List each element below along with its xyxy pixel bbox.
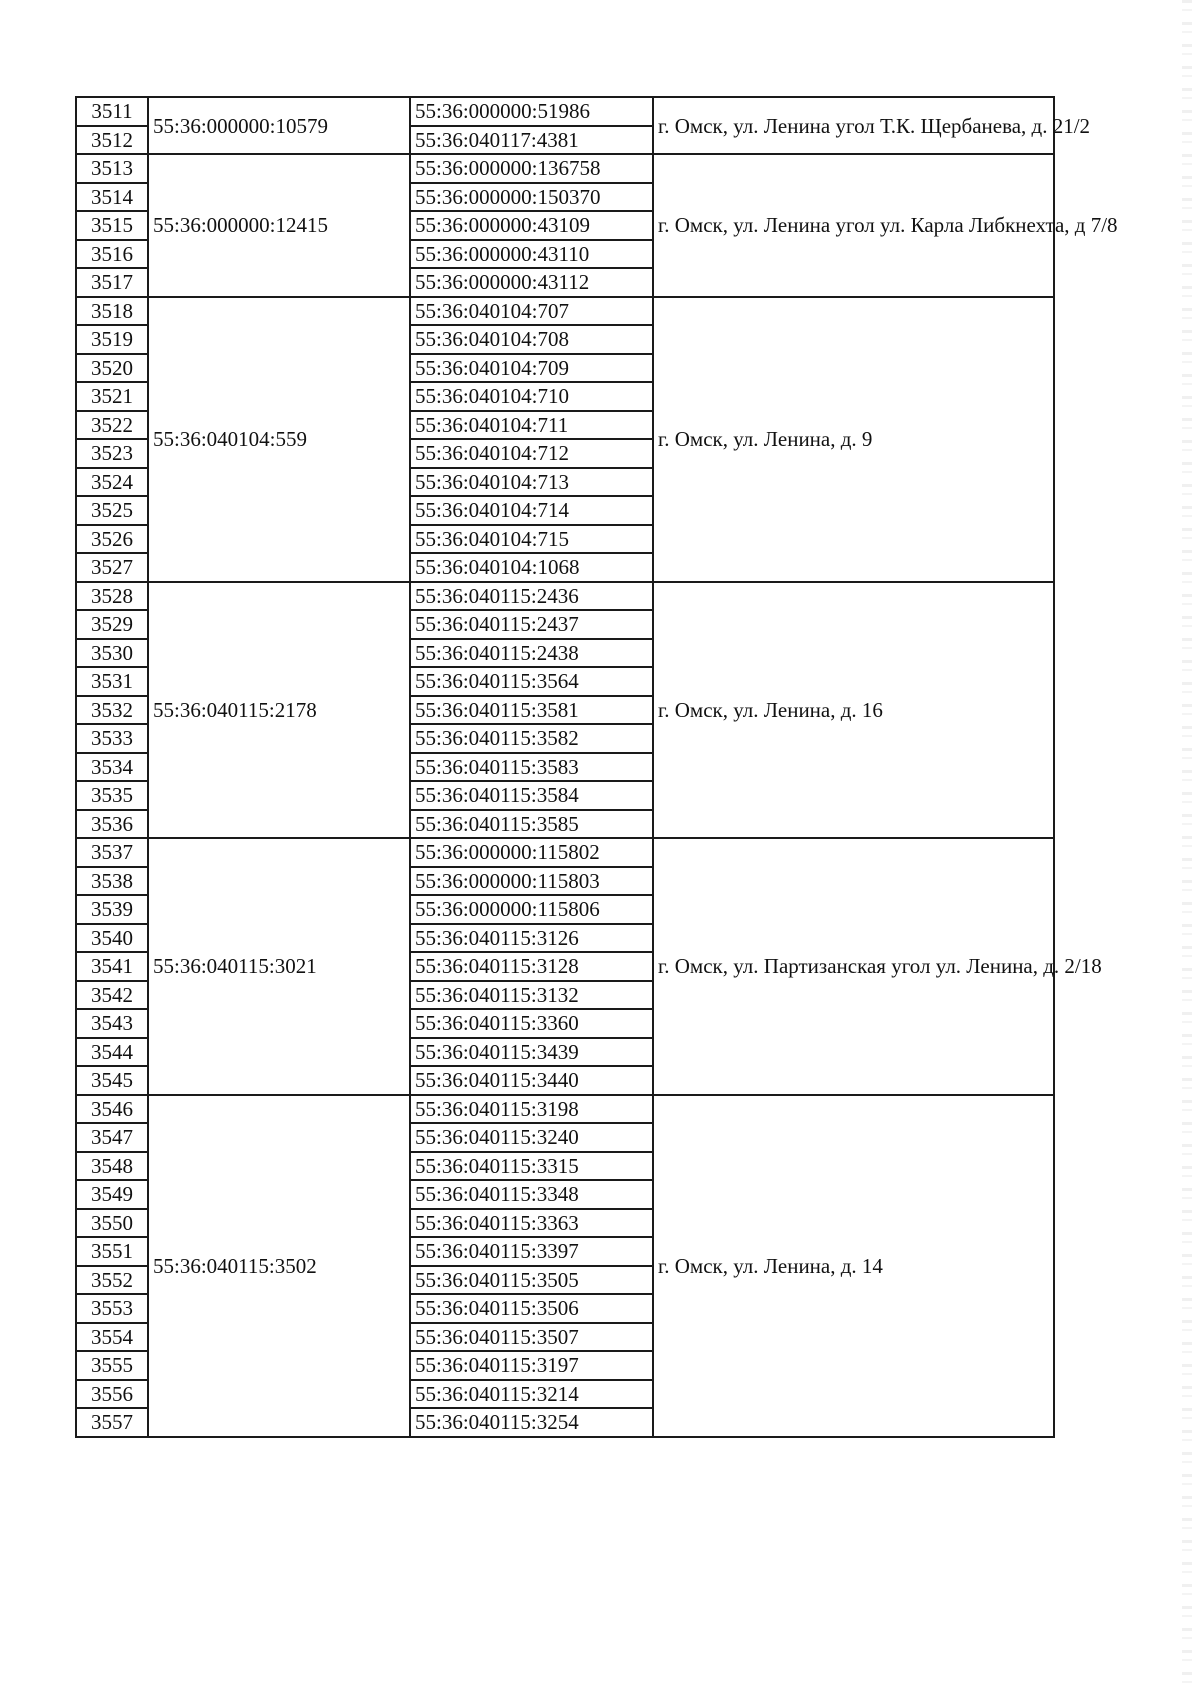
object-cadastral-number: 55:36:040115:3126	[410, 924, 653, 953]
table-row	[76, 154, 1054, 183]
object-cadastral-number: 55:36:040104:709	[410, 354, 653, 383]
row-number: 3524	[76, 468, 148, 497]
table-row	[76, 1095, 1054, 1124]
object-cadastral-number: 55:36:040104:708	[410, 325, 653, 354]
row-number: 3518	[76, 297, 148, 326]
address: г. Омск, ул. Ленина угол ул. Карла Либкнехта, д 7/8	[653, 154, 1054, 297]
row-number: 3514	[76, 183, 148, 212]
row-number: 3522	[76, 411, 148, 440]
object-cadastral-number: 55:36:040115:2436	[410, 582, 653, 611]
row-number: 3532	[76, 696, 148, 725]
row-number: 3516	[76, 240, 148, 269]
row-number: 3520	[76, 354, 148, 383]
table-row	[76, 297, 1054, 326]
row-number: 3540	[76, 924, 148, 953]
row-number: 3548	[76, 1152, 148, 1181]
row-number: 3536	[76, 810, 148, 839]
land-parcel-cadastral-number: 55:36:040115:3021	[148, 838, 410, 1095]
object-cadastral-number: 55:36:040115:3360	[410, 1009, 653, 1038]
row-number: 3525	[76, 496, 148, 525]
object-cadastral-number: 55:36:040115:3584	[410, 781, 653, 810]
row-number: 3512	[76, 126, 148, 155]
land-parcel-cadastral-number: 55:36:000000:10579	[148, 97, 410, 154]
object-cadastral-number: 55:36:040115:3198	[410, 1095, 653, 1124]
row-number: 3517	[76, 268, 148, 297]
object-cadastral-number: 55:36:040115:3507	[410, 1323, 653, 1352]
row-number: 3531	[76, 667, 148, 696]
land-parcel-cadastral-number: 55:36:000000:12415	[148, 154, 410, 297]
object-cadastral-number: 55:36:040104:707	[410, 297, 653, 326]
row-number: 3557	[76, 1408, 148, 1437]
address: г. Омск, ул. Ленина, д. 9	[653, 297, 1054, 582]
row-number: 3527	[76, 553, 148, 582]
object-cadastral-number: 55:36:000000:43110	[410, 240, 653, 269]
object-cadastral-number: 55:36:000000:43112	[410, 268, 653, 297]
object-cadastral-number: 55:36:040104:712	[410, 439, 653, 468]
object-cadastral-number: 55:36:040115:3132	[410, 981, 653, 1010]
table-row	[76, 838, 1054, 867]
object-cadastral-number: 55:36:040104:715	[410, 525, 653, 554]
object-cadastral-number: 55:36:040115:3585	[410, 810, 653, 839]
row-number: 3519	[76, 325, 148, 354]
row-number: 3513	[76, 154, 148, 183]
row-number: 3534	[76, 753, 148, 782]
object-cadastral-number: 55:36:040115:3240	[410, 1123, 653, 1152]
row-number: 3530	[76, 639, 148, 668]
object-cadastral-number: 55:36:040115:3505	[410, 1266, 653, 1295]
row-number: 3555	[76, 1351, 148, 1380]
object-cadastral-number: 55:36:040115:3254	[410, 1408, 653, 1437]
object-cadastral-number: 55:36:000000:115802	[410, 838, 653, 867]
land-parcel-cadastral-number: 55:36:040115:2178	[148, 582, 410, 839]
row-number: 3537	[76, 838, 148, 867]
register-body	[76, 97, 1118, 1437]
object-cadastral-number: 55:36:040115:3439	[410, 1038, 653, 1067]
object-cadastral-number: 55:36:000000:150370	[410, 183, 653, 212]
object-cadastral-number: 55:36:000000:115806	[410, 895, 653, 924]
object-cadastral-number: 55:36:040117:4381	[410, 126, 653, 155]
object-cadastral-number: 55:36:040115:3506	[410, 1294, 653, 1323]
row-number: 3539	[76, 895, 148, 924]
row-number: 3521	[76, 382, 148, 411]
address: г. Омск, ул. Ленина угол Т.К. Щербанева, д. 21/2	[653, 97, 1054, 154]
table-row	[76, 582, 1054, 611]
object-cadastral-number: 55:36:040115:3582	[410, 724, 653, 753]
object-cadastral-number: 55:36:000000:43109	[410, 211, 653, 240]
object-cadastral-number: 55:36:040115:3197	[410, 1351, 653, 1380]
row-number: 3550	[76, 1209, 148, 1238]
address: г. Омск, ул. Ленина, д. 14	[653, 1095, 1054, 1437]
object-cadastral-number: 55:36:040115:3397	[410, 1237, 653, 1266]
row-number: 3552	[76, 1266, 148, 1295]
object-cadastral-number: 55:36:040115:3581	[410, 696, 653, 725]
row-number: 3551	[76, 1237, 148, 1266]
row-number: 3541	[76, 952, 148, 981]
object-cadastral-number: 55:36:040115:3315	[410, 1152, 653, 1181]
row-number: 3542	[76, 981, 148, 1010]
row-number: 3546	[76, 1095, 148, 1124]
row-number: 3535	[76, 781, 148, 810]
row-number: 3511	[76, 97, 148, 126]
object-cadastral-number: 55:36:040115:3348	[410, 1180, 653, 1209]
object-cadastral-number: 55:36:040115:3583	[410, 753, 653, 782]
row-number: 3526	[76, 525, 148, 554]
address: г. Омск, ул. Партизанская угол ул. Ленина, д. 2/18	[653, 838, 1054, 1095]
object-cadastral-number: 55:36:000000:51986	[410, 97, 653, 126]
row-number: 3543	[76, 1009, 148, 1038]
scan-edge-artifact	[1182, 0, 1192, 1686]
parcel-register-table	[75, 96, 1118, 1438]
row-number: 3547	[76, 1123, 148, 1152]
object-cadastral-number: 55:36:040104:1068	[410, 553, 653, 582]
table-row	[76, 97, 1054, 126]
object-cadastral-number: 55:36:040104:711	[410, 411, 653, 440]
object-cadastral-number: 55:36:040115:2437	[410, 610, 653, 639]
object-cadastral-number: 55:36:040115:3214	[410, 1380, 653, 1409]
row-number: 3529	[76, 610, 148, 639]
object-cadastral-number: 55:36:040115:3440	[410, 1066, 653, 1095]
row-number: 3523	[76, 439, 148, 468]
row-number: 3533	[76, 724, 148, 753]
row-number: 3554	[76, 1323, 148, 1352]
object-cadastral-number: 55:36:040104:713	[410, 468, 653, 497]
row-number: 3556	[76, 1380, 148, 1409]
row-number: 3553	[76, 1294, 148, 1323]
row-number: 3538	[76, 867, 148, 896]
land-parcel-cadastral-number: 55:36:040115:3502	[148, 1095, 410, 1437]
object-cadastral-number: 55:36:040115:3363	[410, 1209, 653, 1238]
row-number: 3515	[76, 211, 148, 240]
object-cadastral-number: 55:36:000000:136758	[410, 154, 653, 183]
address: г. Омск, ул. Ленина, д. 16	[653, 582, 1054, 839]
object-cadastral-number: 55:36:000000:115803	[410, 867, 653, 896]
row-number: 3545	[76, 1066, 148, 1095]
object-cadastral-number: 55:36:040115:2438	[410, 639, 653, 668]
object-cadastral-number: 55:36:040115:3564	[410, 667, 653, 696]
object-cadastral-number: 55:36:040104:710	[410, 382, 653, 411]
row-number: 3549	[76, 1180, 148, 1209]
row-number: 3528	[76, 582, 148, 611]
object-cadastral-number: 55:36:040115:3128	[410, 952, 653, 981]
row-number: 3544	[76, 1038, 148, 1067]
land-parcel-cadastral-number: 55:36:040104:559	[148, 297, 410, 582]
object-cadastral-number: 55:36:040104:714	[410, 496, 653, 525]
